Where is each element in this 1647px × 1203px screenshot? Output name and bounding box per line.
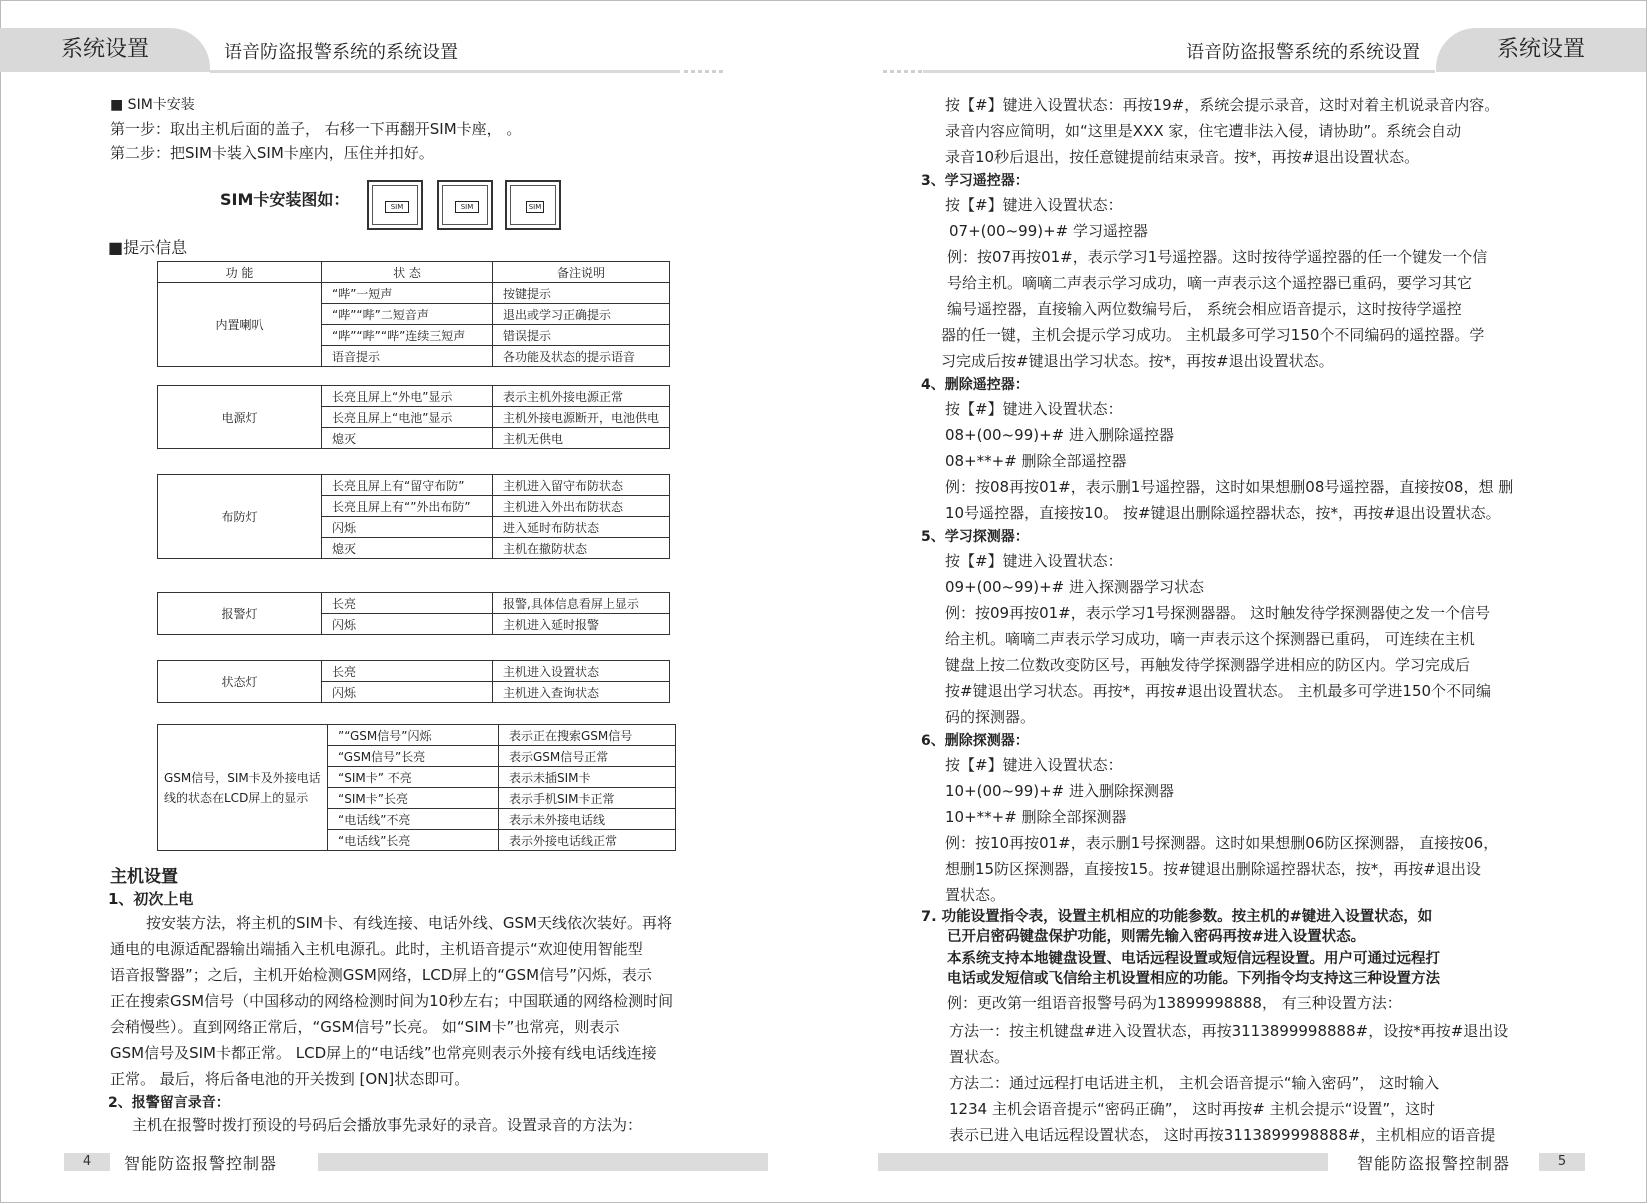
table-cell: 主机无供电 <box>493 428 670 449</box>
table-function <box>158 725 328 851</box>
table-cell: 进入延时布防状态 <box>493 517 670 538</box>
footer-title: 智能防盗报警控制器 <box>124 1154 278 1173</box>
prompt-table-alarm <box>157 592 670 635</box>
table-cell: 闪烁 <box>322 614 493 635</box>
table-cell: 语音提示 <box>322 346 493 367</box>
section-heading: 已开启密码键盘保护功能，则需先输入密码再按#进入设置状态。 <box>947 929 1366 945</box>
body-line: 方法一：按主机键盘#进入设置状态，再按3113899998888#，设按*再按#退出设 <box>949 1022 1509 1040</box>
table-function: 电源灯 <box>158 386 322 449</box>
body-line: 10号遥控器，直接按10。 按#键退出删除遥控器状态，按*，再按#退出设置状态。 <box>945 504 1501 522</box>
section-1-line: 正在搜索GSM信号（中国移动的网络检测时间为10秒左右；中国联通的网络检测时间 <box>110 992 674 1010</box>
body-line: 号给主机。嘀嘀二声表示学习成功，嘀一声表示这个遥控器已重码，要学习其它 <box>947 274 1473 292</box>
table-cell: 主机进入查询状态 <box>493 682 670 703</box>
sim-chip-icon: SIM <box>526 201 544 213</box>
table-cell: “哔”“哔”二短音声 <box>322 304 493 325</box>
table-cell: 长亮且屏上有“留守布防” <box>322 475 493 496</box>
footer-bar <box>318 1153 768 1171</box>
table-cell: 闪烁 <box>322 682 493 703</box>
table-function: 报警灯 <box>158 593 322 635</box>
prompt-table-power <box>157 385 670 449</box>
table-cell: 表示正在搜索GSM信号 <box>499 725 676 746</box>
table-cell: 熄灭 <box>322 428 493 449</box>
left-page <box>0 0 823 1203</box>
header-dots <box>883 70 923 73</box>
table-cell: 长亮且屏上“电池”显示 <box>322 407 493 428</box>
body-line: 按【#】键进入设置状态： <box>945 400 1123 418</box>
table-cell: 主机外接电源断开，电池供电 <box>493 407 670 428</box>
table-cell: “电话线”长亮 <box>328 830 499 851</box>
body-line: 置状态。 <box>945 886 1006 904</box>
table-header: 功 能 <box>158 262 322 283</box>
table-cell: 错误提示 <box>493 325 670 346</box>
section-heading: 本系统支持本地键盘设置、电话远程设置或短信远程设置。用户可通过远程打 <box>947 951 1440 967</box>
body-line: 给主机。嘀嘀二声表示学习成功，嘀一声表示这个探测器已重码， 可连续在主机 <box>945 630 1475 648</box>
table-cell: 报警,具体信息看屏上显示 <box>493 593 670 614</box>
main-settings-title: 主机设置 <box>110 867 178 887</box>
table-header: 备注说明 <box>493 262 670 283</box>
sim-step1: 第一步：取出主机后面的盖子， 右移一下再翻开SIM卡座， 。 <box>110 120 522 138</box>
table-cell: 主机进入留守布防状态 <box>493 475 670 496</box>
section-2-line: 主机在报警时拨打预设的号码后会播放事先录好的录音。设置录音的方法为： <box>132 1116 643 1134</box>
footer-bar <box>878 1153 1328 1171</box>
section-2-title: 2、报警留言录音： <box>108 1095 230 1111</box>
section-1-line: 正常。 最后，将后备电池的开关拨到 [ON]状态即可。 <box>110 1070 470 1088</box>
table-cell: ”“GSM信号”闪烁 <box>328 725 499 746</box>
body-line: 08+(00~99)+# 进入删除遥控器 <box>945 426 1175 444</box>
table-cell: 退出或学习正确提示 <box>493 304 670 325</box>
header-tab: 系统设置 <box>0 28 210 72</box>
sim-step2: 第二步：把SIM卡装入SIM卡座内，压住并扣好。 <box>110 144 434 162</box>
section-1-line: 语音报警器”；之后，主机开始检测GSM网络，LCD屏上的“GSM信号”闪烁，表示 <box>110 966 652 984</box>
section-1-line: 通电的电源适配器输出端插入主机电源孔。此时，主机语音提示“欢迎使用智能型 <box>110 940 643 958</box>
body-line: 例：按09再按01#，表示学习1号探测器器。 这时触发待学探测器使之发一个信号 <box>945 604 1491 622</box>
body-line: 10+**+# 删除全部探测器 <box>945 808 1127 826</box>
table-cell: 表示主机外接电源正常 <box>493 386 670 407</box>
function-line: GSM信号，SIM卡及外接电话 <box>164 770 321 785</box>
table-cell: 表示未外接电话线 <box>499 809 676 830</box>
table-cell: 表示未插SIM卡 <box>499 767 676 788</box>
right-page <box>823 0 1646 1203</box>
body-line: 表示已进入电话远程设置状态， 这时再按3113899998888#，主机相应的语音提 <box>949 1126 1496 1144</box>
sim-step-image-2 <box>437 180 493 230</box>
body-line: 编号遥控器，直接输入两位数编号后， 系统会相应语音提示，这时按待学遥控 <box>947 300 1462 318</box>
body-line: 例：按10再按01#，表示删1号探测器。这时如果想删06防区探测器， 直接按06， <box>945 834 1499 852</box>
sim-chip-icon: SIM <box>455 201 479 213</box>
section-heading: 6、删除探测器： <box>921 733 1029 749</box>
table-function: 布防灯 <box>158 475 322 559</box>
body-line: 键盘上按二位数改变防区号，再触发待学探测器学进相应的防区内。学习完成后 <box>945 656 1471 674</box>
table-cell: “SIM卡”长亮 <box>328 788 499 809</box>
body-line: 按【#】键进入设置状态：再按19#，系统会提示录音，这时对着主机说录音内容。 <box>945 96 1500 114</box>
header-rule <box>210 70 680 73</box>
table-cell: “哔”一短声 <box>322 283 493 304</box>
body-line: 码的探测器。 <box>945 708 1036 726</box>
footer-title: 智能防盗报警控制器 <box>1357 1154 1511 1173</box>
section-heading: 电话或发短信或飞信给主机设置相应的功能。下列指令均支持这三种设置方法 <box>947 971 1440 987</box>
page-number: 4 <box>64 1153 110 1171</box>
table-cell: “电话线”不亮 <box>328 809 499 830</box>
section-1-line: 会稍慢些）。直到网络正常后，“GSM信号”长亮。 如“SIM卡”也常亮，则表示 <box>110 1018 620 1036</box>
body-line: 按#键退出学习状态。再按*，再按#退出设置状态。 主机最多可学进150个不同编 <box>945 682 1492 700</box>
table-cell: 按键提示 <box>493 283 670 304</box>
section-1-line: 按安装方法，将主机的SIM卡、有线连接、电话外线、GSM天线依次装好。再将 <box>146 914 672 932</box>
body-line: 习完成后按#键退出学习状态。按*，再按#退出设置状态。 <box>941 352 1334 370</box>
body-line: 08+**+# 删除全部遥控器 <box>945 452 1127 470</box>
table-cell: 表示手机SIM卡正常 <box>499 788 676 809</box>
table-header: 状 态 <box>322 262 493 283</box>
body-line: 按【#】键进入设置状态： <box>945 756 1123 774</box>
body-line: 方法二：通过远程打电话进主机， 主机会语音提示“输入密码”， 这时输入 <box>949 1074 1440 1092</box>
prompt-title: ■提示信息 <box>108 238 188 257</box>
header-dots <box>684 70 724 73</box>
header-tab: 系统设置 <box>1436 28 1646 72</box>
section-heading: 7. 功能设置指令表，设置主机相应的功能参数。按主机的#键进入设置状态，如 <box>921 909 1433 925</box>
body-line: 按【#】键进入设置状态： <box>945 196 1123 214</box>
sim-title: ■ SIM卡安装 <box>110 97 195 113</box>
table-cell: 各功能及状态的提示语音 <box>493 346 670 367</box>
table-cell: “GSM信号”长亮 <box>328 746 499 767</box>
table-function: 状态灯 <box>158 661 322 703</box>
header-title: 语音防盗报警系统的系统设置 <box>224 42 458 63</box>
table-cell: 长亮且屏上“外电”显示 <box>322 386 493 407</box>
prompt-table-status <box>157 660 670 703</box>
body-line: 例：更改第一组语音报警号码为13899998888， 有三种设置方法： <box>947 994 1402 1012</box>
table-function: 内置喇叭 <box>158 283 322 367</box>
body-line: 09+(00~99)+# 进入探测器学习状态 <box>945 578 1205 596</box>
body-line: 器的任一键，主机会提示学习成功。 主机最多可学习150个不同编码的遥控器。学 <box>941 326 1485 344</box>
table-cell: 表示外接电话线正常 <box>499 830 676 851</box>
section-heading: 3、学习遥控器： <box>921 173 1029 189</box>
body-line: 置状态。 <box>949 1048 1010 1066</box>
sim-step-image-1 <box>367 180 423 230</box>
table-cell: 主机进入延时报警 <box>493 614 670 635</box>
body-line: 10+(00~99)+# 进入删除探测器 <box>945 782 1175 800</box>
table-cell: 长亮 <box>322 593 493 614</box>
section-1-title: 1、初次上电 <box>108 890 194 908</box>
section-heading: 5、学习探测器： <box>921 529 1029 545</box>
body-line: 录音内容应简明，如“这里是XXX 家，住宅遭非法入侵，请协助”。系统会自动 <box>945 122 1462 140</box>
body-line: 录音10秒后退出，按任意键提前结束录音。按*，再按#退出设置状态。 <box>945 148 1420 166</box>
body-line: 1234 主机会语音提示“密码正确”， 这时再按# 主机会提示“设置”，这时 <box>949 1100 1436 1118</box>
prompt-table-gsm <box>157 724 676 851</box>
body-line: 想删15防区探测器，直接按15。按#键退出删除遥控器状态，按*，再按#退出设 <box>945 860 1481 878</box>
page-number: 5 <box>1539 1153 1585 1171</box>
body-line: 按【#】键进入设置状态： <box>945 552 1123 570</box>
table-cell: “哔”“哔”“哔”连续三短声 <box>322 325 493 346</box>
table-cell: 长亮且屏上有“”外出布防” <box>322 496 493 517</box>
table-cell: 表示GSM信号正常 <box>499 746 676 767</box>
table-cell: 熄灭 <box>322 538 493 559</box>
body-line: 07+(00~99)+# 学习遥控器 <box>949 222 1149 240</box>
sim-figure-label: SIM卡安装图如： <box>220 190 350 209</box>
header-title: 语音防盗报警系统的系统设置 <box>1186 42 1420 63</box>
sim-chip-icon: SIM <box>385 201 409 213</box>
body-line: 例：按08再按01#，表示删1号遥控器，这时如果想删08号遥控器，直接按08，想 删 <box>945 478 1514 496</box>
table-cell: 闪烁 <box>322 517 493 538</box>
table-cell: 主机进入设置状态 <box>493 661 670 682</box>
table-cell: 主机进入外出布防状态 <box>493 496 670 517</box>
body-line: 例：按07再按01#，表示学习1号遥控器。这时按待学遥控器的任一个键发一个信 <box>947 248 1488 266</box>
prompt-table-arm <box>157 474 670 559</box>
table-cell: 长亮 <box>322 661 493 682</box>
function-line: 线的状态在LCD屏上的显示 <box>164 790 309 805</box>
table-cell: “SIM卡” 不亮 <box>328 767 499 788</box>
table-cell: 主机在撤防状态 <box>493 538 670 559</box>
section-heading: 4、删除遥控器： <box>921 377 1029 393</box>
sim-step-image-3 <box>505 180 561 230</box>
header-rule <box>923 70 1435 73</box>
prompt-table-speaker <box>157 261 670 367</box>
section-1-line: GSM信号及SIM卡都正常。 LCD屏上的“电话线”也常亮则表示外接有线电话线连接 <box>110 1044 657 1062</box>
